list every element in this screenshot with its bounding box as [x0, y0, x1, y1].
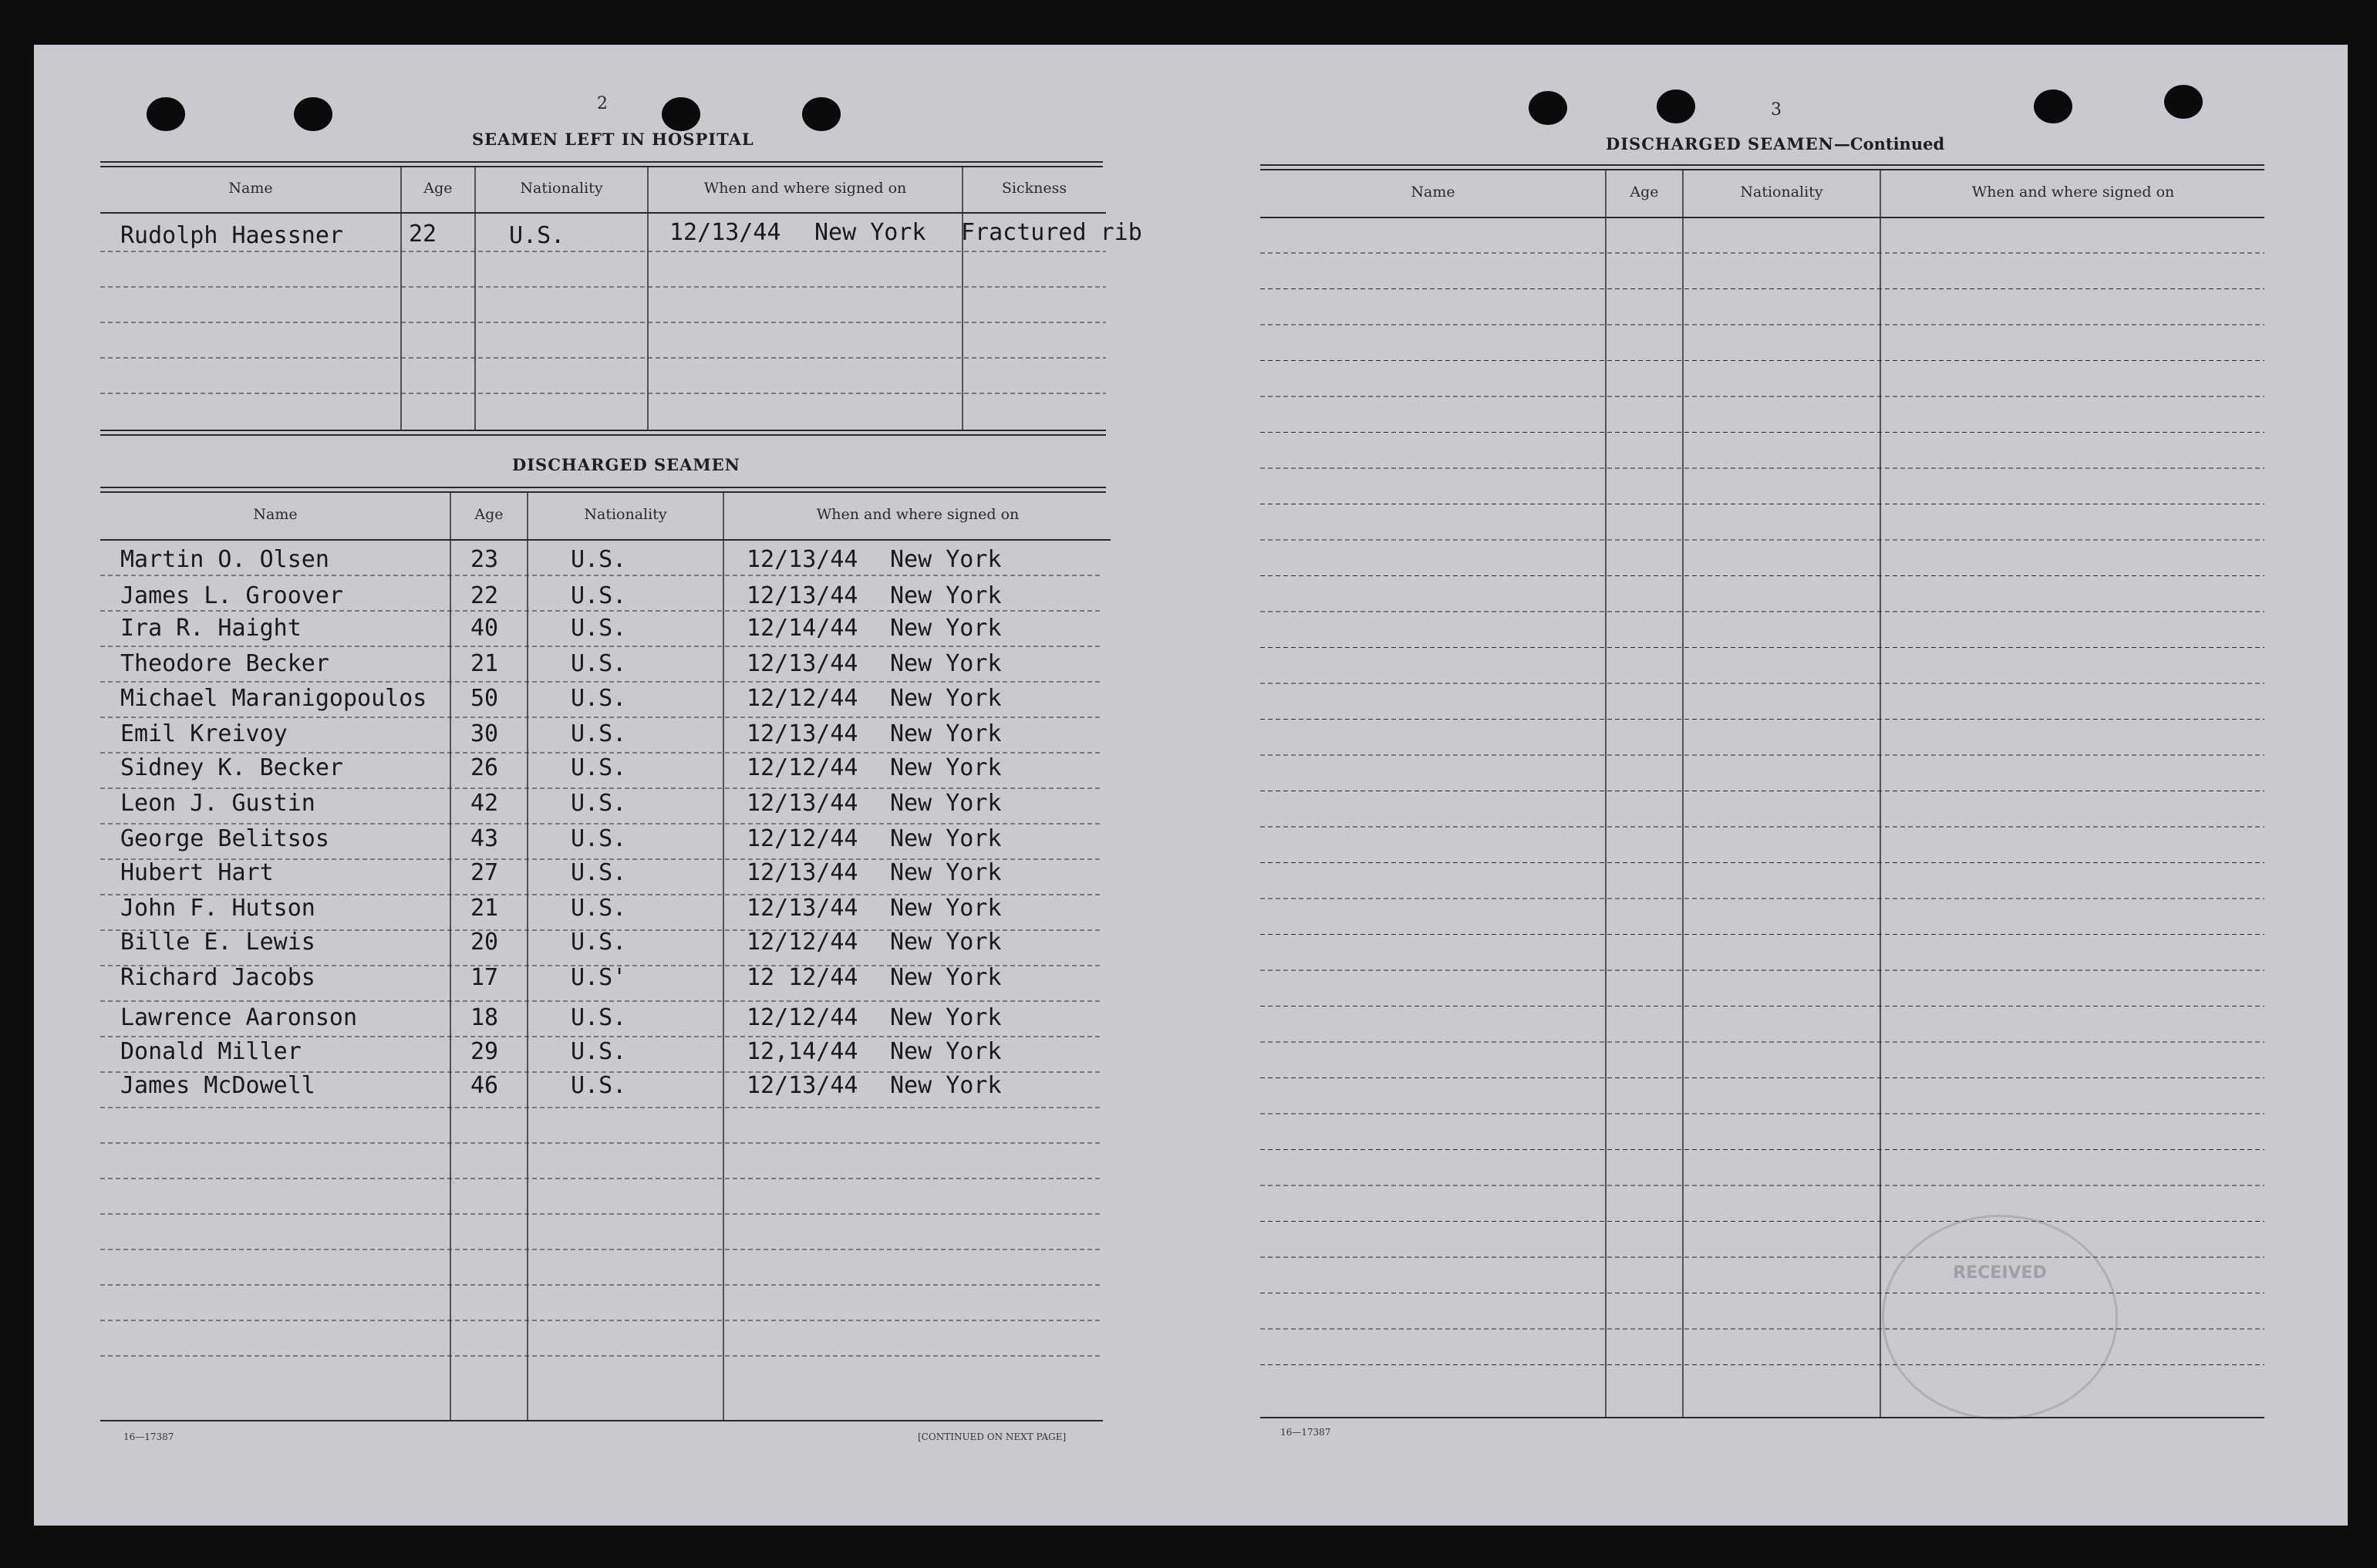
discharged-cell-age: 17: [470, 964, 499, 991]
discharged-cell-name: Martin O. Olsen: [120, 546, 329, 573]
hospital-cell-place: New York: [814, 219, 926, 246]
page-number-left: 2: [597, 94, 608, 113]
discharged-cell-date: 12/13/44: [747, 650, 858, 677]
discharged-cell-date: 12/12/44: [747, 1004, 858, 1031]
discharged-cell-place: New York: [890, 720, 1002, 747]
discharged-cell-age: 27: [470, 859, 499, 886]
discharged-cell-place: New York: [890, 825, 1002, 852]
discharged-cell-nationality: U.S.: [571, 1004, 627, 1031]
discharged-cell-age: 50: [470, 685, 499, 712]
discharged-cell-date: 12/13/44: [747, 720, 858, 747]
discharged-cell-place: New York: [890, 1038, 1002, 1065]
discharged-cell-name: Donald Miller: [120, 1038, 302, 1065]
discharged-cell-name: George Belitsos: [120, 825, 329, 852]
discharged-cell-place: New York: [890, 615, 1002, 642]
page-number-right: 3: [1771, 100, 1782, 120]
discharged-cell-date: 12/13/44: [747, 546, 858, 573]
discharged-cell-date: 12/14/44: [747, 615, 858, 642]
discharged-cell-nationality: U.S.: [571, 859, 627, 886]
discharged-cell-age: 21: [470, 650, 499, 677]
discharged-cell-place: New York: [890, 582, 1002, 609]
discharged-cell-name: Lawrence Aaronson: [120, 1004, 358, 1031]
discharged-cell-date: 12 12/44: [747, 964, 858, 991]
discharged-cell-place: New York: [890, 1004, 1002, 1031]
discharged-cell-date: 12/12/44: [747, 825, 858, 852]
discharged-cell-age: 30: [470, 720, 499, 747]
discharged-cell-date: 12/13/44: [747, 1072, 858, 1099]
hospital-header-signed-on: When and where signed on: [703, 180, 907, 197]
discharged-cell-age: 20: [470, 929, 499, 956]
footer-code-left: 16—17387: [123, 1431, 174, 1442]
discharged-cell-place: New York: [890, 895, 1002, 922]
right-section-title-continued: —Continued: [1833, 134, 1945, 153]
stamp-text: RECEIVED: [1953, 1263, 2047, 1283]
hospital-section-title: SEAMEN LEFT IN HOSPITAL: [472, 130, 754, 149]
discharged-cell-name: Leon J. Gustin: [120, 790, 315, 817]
discharged-cell-date: 12/13/44: [747, 895, 858, 922]
discharged-cell-name: Hubert Hart: [120, 859, 274, 886]
discharged-section-title: DISCHARGED SEAMEN: [512, 455, 740, 474]
discharged-cell-name: Bille E. Lewis: [120, 929, 315, 956]
right-section-title: [1606, 134, 1944, 153]
discharged-cell-nationality: U.S.: [571, 790, 627, 817]
discharged-cell-age: 21: [470, 895, 499, 922]
discharged-cell-age: 46: [470, 1072, 499, 1099]
discharged-header-nationality: Nationality: [584, 506, 667, 523]
discharged-cell-nationality: U.S.: [571, 582, 627, 609]
discharged-cell-date: 12/12/44: [747, 685, 858, 712]
discharged-cell-place: New York: [890, 650, 1002, 677]
discharged-cell-nationality: U.S.: [571, 685, 627, 712]
discharged-header-age: Age: [474, 506, 504, 523]
discharged-cell-age: 22: [470, 582, 499, 609]
discharged-cell-name: Michael Maranigopoulos: [120, 685, 427, 712]
discharged-cell-age: 43: [470, 825, 499, 852]
discharged-cell-age: 26: [470, 754, 499, 781]
discharged-cell-nationality: U.S.: [571, 546, 627, 573]
right-header-name: Name: [1411, 184, 1455, 201]
discharged-cell-nationality: U.S.: [571, 650, 627, 677]
discharged-cell-age: 23: [470, 546, 499, 573]
discharged-cell-place: New York: [890, 964, 1002, 991]
right-header-nationality: Nationality: [1740, 184, 1823, 201]
discharged-cell-place: New York: [890, 790, 1002, 817]
discharged-cell-date: 12/12/44: [747, 929, 858, 956]
discharged-cell-nationality: U.S.: [571, 929, 627, 956]
footer-code-right: 16—17387: [1280, 1427, 1331, 1438]
discharged-cell-nationality: U.S': [571, 964, 627, 991]
hospital-cell-sickness: Fractured rib: [961, 219, 1142, 246]
discharged-cell-date: 12/13/44: [747, 790, 858, 817]
discharged-cell-place: New York: [890, 754, 1002, 781]
discharged-cell-date: 12/13/44: [747, 582, 858, 609]
discharged-cell-age: 18: [470, 1004, 499, 1031]
discharged-cell-place: New York: [890, 685, 1002, 712]
footer-continued-note: [CONTINUED ON NEXT PAGE]: [918, 1431, 1067, 1442]
hospital-cell-age: 22: [409, 221, 437, 248]
hospital-header-name: Name: [228, 180, 273, 197]
discharged-cell-date: 12/13/44: [747, 859, 858, 886]
hospital-header-nationality: Nationality: [520, 180, 603, 197]
discharged-cell-nationality: U.S.: [571, 754, 627, 781]
discharged-cell-place: New York: [890, 929, 1002, 956]
right-header-signed-on: When and where signed on: [1971, 184, 2175, 201]
discharged-cell-nationality: U.S.: [571, 1072, 627, 1099]
discharged-cell-age: 40: [470, 615, 499, 642]
right-section-title-main: DISCHARGED SEAMEN: [1606, 134, 1834, 153]
discharged-cell-name: John F. Hutson: [120, 895, 315, 922]
discharged-header-signed-on: When and where signed on: [816, 506, 1020, 523]
hospital-cell-nationality: U.S.: [509, 222, 565, 249]
discharged-cell-name: Emil Kreivoy: [120, 720, 288, 747]
discharged-cell-nationality: U.S.: [571, 720, 627, 747]
right-header-age: Age: [1630, 184, 1659, 201]
discharged-cell-age: 42: [470, 790, 499, 817]
discharged-cell-name: Sidney K. Becker: [120, 754, 343, 781]
discharged-cell-name: Theodore Becker: [120, 650, 329, 677]
discharged-cell-date: 12/12/44: [747, 754, 858, 781]
received-stamp: [1882, 1215, 2118, 1420]
discharged-header-name: Name: [253, 506, 298, 523]
discharged-cell-name: Ira R. Haight: [120, 615, 302, 642]
discharged-cell-name: Richard Jacobs: [120, 964, 315, 991]
discharged-cell-name: James L. Groover: [120, 582, 343, 609]
hospital-cell-name: Rudolph Haessner: [120, 222, 343, 249]
discharged-cell-nationality: U.S.: [571, 825, 627, 852]
discharged-cell-nationality: U.S.: [571, 895, 627, 922]
hospital-cell-date: 12/13/44: [669, 219, 781, 246]
hospital-header-age: Age: [423, 180, 453, 197]
discharged-cell-name: James McDowell: [120, 1072, 315, 1099]
hospital-header-sickness: Sickness: [1001, 180, 1067, 197]
discharged-cell-place: New York: [890, 859, 1002, 886]
discharged-cell-place: New York: [890, 546, 1002, 573]
discharged-cell-nationality: U.S.: [571, 615, 627, 642]
discharged-cell-nationality: U.S.: [571, 1038, 627, 1065]
discharged-cell-age: 29: [470, 1038, 499, 1065]
discharged-cell-place: New York: [890, 1072, 1002, 1099]
discharged-cell-date: 12,14/44: [747, 1038, 858, 1065]
